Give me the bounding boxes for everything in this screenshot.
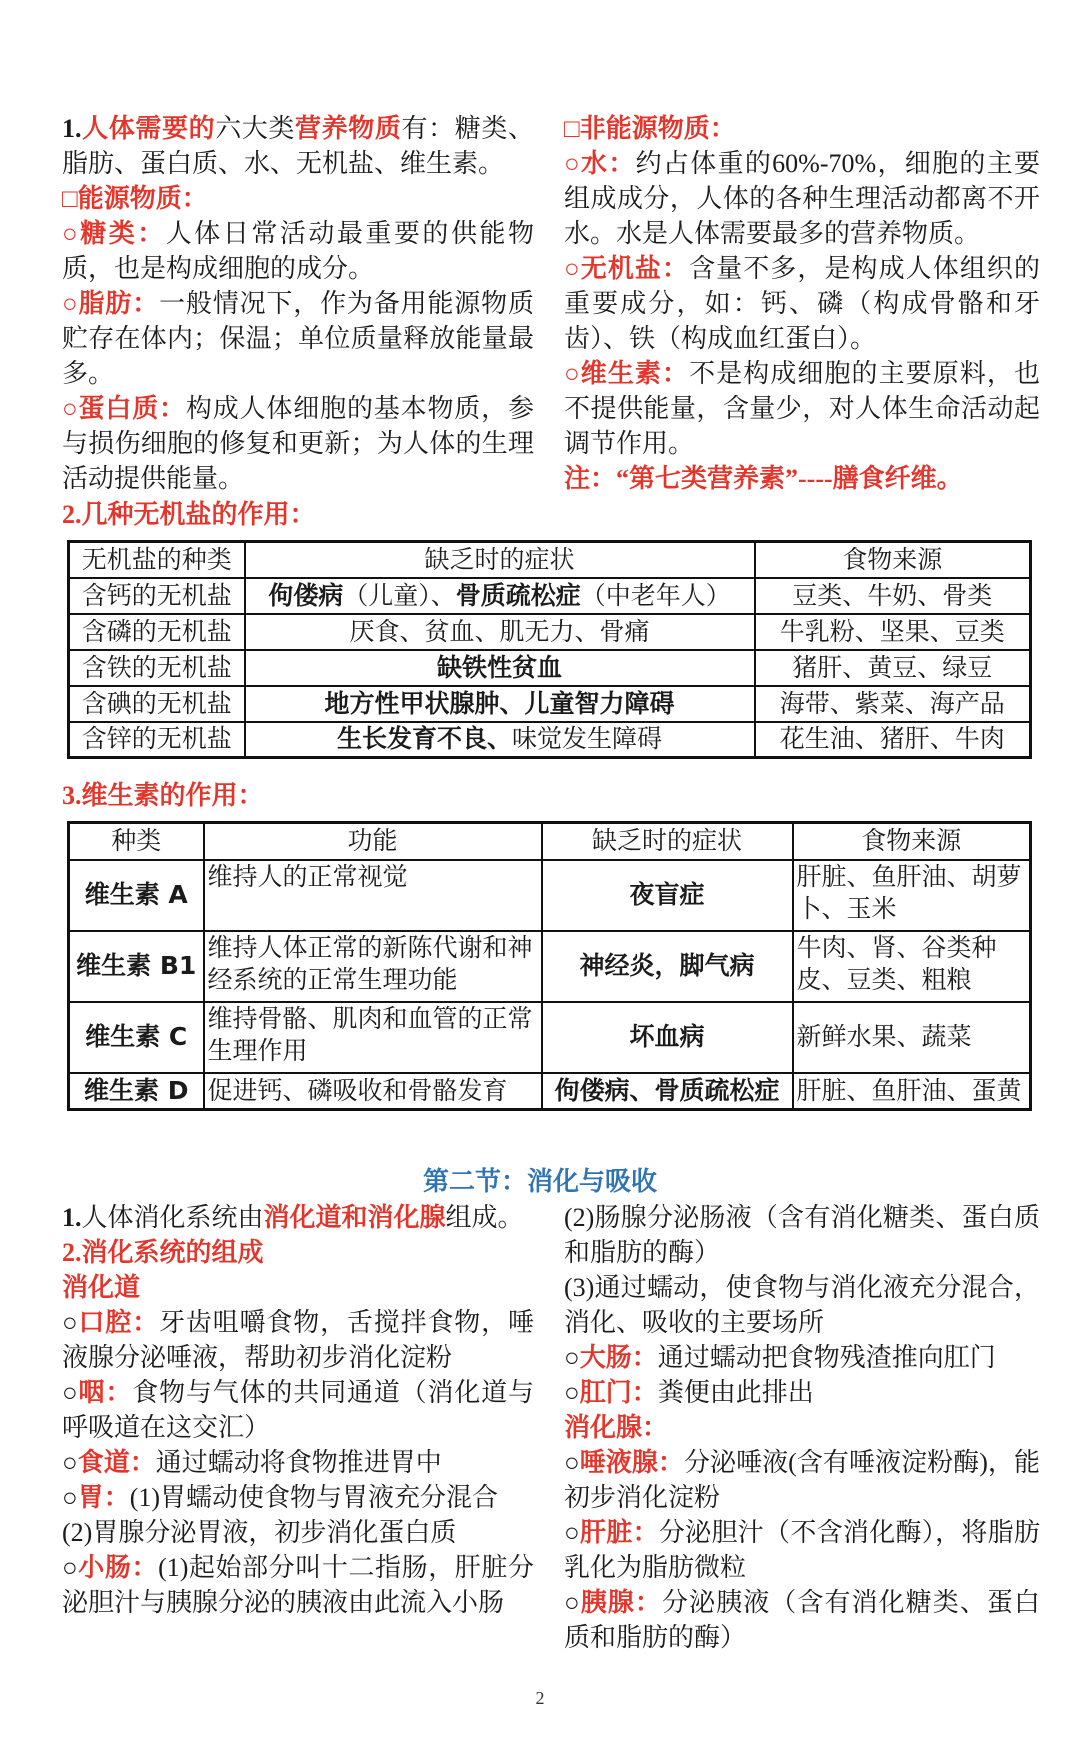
nutrients-left-column	[62, 111, 534, 496]
non-energy-substances-title: □非能源物质：	[564, 114, 736, 143]
column-header: 食物来源	[793, 823, 1031, 860]
mineral-food: 牛乳粉、坚果、豆类	[755, 614, 1031, 650]
organ-item-anus	[564, 1375, 1040, 1410]
organ-label: 食道：	[77, 1448, 156, 1477]
nutrients-intro	[62, 111, 534, 181]
mineral-symptom	[245, 578, 755, 614]
gland-text: 分泌唾液(含有唾液淀粉酶)，能初步消化淀粉	[564, 1448, 1040, 1512]
energy-substances-title: □能源物质：	[62, 184, 208, 213]
nutrient-item-protein	[62, 391, 534, 496]
nutrient-text: 一般情况下，作为备用能源物质贮存在体内；保温；单位质量释放能量最多。	[62, 289, 534, 388]
organ-label: 胃：	[77, 1483, 130, 1512]
mineral-symptom	[245, 722, 755, 758]
nutrient-label: ○无机盐：	[564, 254, 690, 283]
nutrient-text: 构成人体细胞的基本物质，参与损伤细胞的修复和更新；为人体的生理活动提供能量。	[62, 394, 534, 493]
nutrient-text: 不是构成细胞的主要原料，也不提供能量，含量少，对人体生命活动起调节作用。	[564, 359, 1040, 458]
organ-item-esophagus	[62, 1445, 534, 1480]
organ-text: 通过蠕动将食物推进胃中	[155, 1448, 442, 1477]
vitamin-food: 肝脏、鱼肝油、胡萝卜、玉米	[793, 860, 1031, 931]
organ-item-mouth	[62, 1305, 534, 1375]
vitamin-name: 维生素 B1	[69, 931, 204, 1002]
table-header-row	[69, 542, 1031, 578]
intro-highlight-nutrients: 营养物质	[295, 114, 402, 143]
table-row	[69, 578, 1031, 614]
circle-bullet-icon: ○	[564, 1343, 580, 1372]
dietary-fiber-note: 注：“第七类营养素”----膳食纤维。	[564, 464, 963, 493]
intro-number: 1.	[62, 1203, 82, 1232]
table-row	[69, 686, 1031, 722]
mineral-symptom	[245, 686, 755, 722]
circle-bullet-icon: ○	[62, 1378, 79, 1407]
vitamin-symptom: 神经炎，脚气病	[542, 931, 793, 1002]
gland-text: 分泌胆汁（不含消化酶），将脂肪乳化为脂肪微粒	[564, 1518, 1040, 1582]
minerals-table	[67, 540, 1032, 759]
table-row	[69, 931, 1031, 1002]
vitamin-food: 新鲜水果、蔬菜	[793, 1002, 1031, 1073]
column-header: 缺乏时的症状	[245, 542, 755, 578]
small-intestine-point-2: (2)肠腺分泌肠液（含有消化糖类、蛋白质和脂肪的酶）	[564, 1203, 1040, 1267]
nutrient-label: ○糖类：	[62, 219, 166, 248]
table-row	[69, 860, 1031, 931]
circle-bullet-icon: ○	[62, 1308, 79, 1337]
organ-label: 大肠：	[579, 1343, 658, 1372]
mineral-name: 含磷的无机盐	[69, 614, 245, 650]
vitamins-heading: 3.维生素的作用：	[62, 781, 264, 810]
vitamin-symptom: 佝偻病、骨质疏松症	[542, 1073, 793, 1110]
nutrients-right-column	[564, 111, 1040, 496]
table-header-row	[69, 823, 1031, 860]
circle-bullet-icon: ○	[62, 1553, 79, 1582]
gland-item-pancreas	[564, 1585, 1040, 1655]
circle-bullet-icon: ○	[62, 1483, 78, 1512]
nutrient-item-fat	[62, 286, 534, 391]
digestion-right-column	[564, 1200, 1040, 1655]
page-number: 2	[535, 1688, 545, 1708]
vitamin-symptom: 夜盲症	[542, 860, 793, 931]
mineral-food: 海带、紫菜、海产品	[755, 686, 1031, 722]
intro-highlight-human: 人体需要的	[81, 114, 216, 143]
digestive-tract-title: 消化道	[62, 1273, 141, 1302]
organ-label: 小肠：	[78, 1553, 159, 1582]
intro-text: 人体消化系统由	[81, 1203, 264, 1232]
symptom-segment: 骨质疏松症	[455, 580, 581, 610]
organ-item-large-intestine	[564, 1340, 1040, 1375]
small-intestine-point-3: (3)通过蠕动，使食物与消化液充分混合，消化、吸收的主要场所	[564, 1273, 1040, 1337]
circle-bullet-icon: ○	[564, 1448, 580, 1477]
composition-heading: 2.消化系统的组成	[62, 1238, 264, 1267]
vitamin-food: 牛肉、肾、谷类种皮、豆类、粗粮	[793, 931, 1031, 1002]
table-row	[69, 722, 1031, 758]
nutrient-label: ○脂肪：	[62, 289, 160, 318]
nutrient-item-water	[564, 146, 1040, 251]
organ-item-small-intestine	[62, 1550, 534, 1620]
organ-label: 肛门：	[579, 1378, 658, 1407]
symptom-segment: 地方性甲状腺肿、儿童智力障碍	[324, 688, 675, 718]
nutrient-text: 含量不多，是构成人体组织的重要成分，如：钙、磷（构成骨骼和牙齿）、铁（构成血红蛋白）。	[564, 254, 1040, 353]
nutrient-item-vitamins	[564, 356, 1040, 461]
symptom-segment: 味觉发生障碍	[512, 724, 663, 754]
nutrient-item-minerals	[564, 251, 1040, 356]
organ-text: 通过蠕动把食物残渣推向肛门	[657, 1343, 996, 1372]
circle-bullet-icon: ○	[62, 1448, 78, 1477]
gland-label: 胰腺：	[580, 1588, 663, 1617]
nutrient-item-sugar	[62, 216, 534, 286]
digestion-intro	[62, 1200, 534, 1235]
nutrient-text: 人体日常活动最重要的供能物质，也是构成细胞的成分。	[62, 219, 534, 283]
vitamin-function: 维持骨骼、肌肉和血管的正常生理作用	[204, 1002, 542, 1073]
organ-text: (1)胃蠕动使食物与胃液充分混合	[129, 1483, 499, 1512]
symptom-segment: 佝偻病	[268, 580, 344, 610]
intro-text-end: 组成。	[445, 1203, 524, 1232]
nutrient-label: ○维生素：	[564, 359, 690, 388]
stomach-point-2: (2)胃腺分泌胃液，初步消化蛋白质	[62, 1518, 457, 1547]
vitamin-symptom: 坏血病	[542, 1002, 793, 1073]
organ-text: 牙齿咀嚼食物，舌搅拌食物，唾液腺分泌唾液，帮助初步消化淀粉	[62, 1308, 534, 1372]
intro-text-six-kinds: 六大类	[215, 114, 296, 143]
vitamin-function: 维持人的正常视觉	[204, 860, 542, 931]
column-header: 功能	[204, 823, 542, 860]
gland-item-liver	[564, 1515, 1040, 1585]
column-header: 缺乏时的症状	[542, 823, 793, 860]
gland-text: 分泌胰液（含有消化糖类、蛋白质和脂肪的酶）	[564, 1588, 1040, 1652]
column-header: 无机盐的种类	[69, 542, 245, 578]
column-header: 食物来源	[755, 542, 1031, 578]
symptom-segment: 生长发育不良、	[336, 724, 512, 754]
gland-label: 肝脏：	[580, 1518, 659, 1547]
section-title: 第二节：消化与吸收	[422, 1167, 657, 1196]
vitamins-table	[67, 821, 1032, 1111]
vitamin-name: 维生素 A	[69, 860, 204, 931]
nutrient-label: ○蛋白质：	[62, 394, 186, 423]
vitamin-name: 维生素 C	[69, 1002, 204, 1073]
symptom-segment: （儿童）、	[343, 580, 456, 610]
mineral-name: 含钙的无机盐	[69, 578, 245, 614]
mineral-food: 花生油、猪肝、牛肉	[755, 722, 1031, 758]
column-header: 种类	[69, 823, 204, 860]
table-row	[69, 614, 1031, 650]
digestion-left-column	[62, 1200, 534, 1620]
digestive-glands-title: 消化腺：	[564, 1413, 669, 1442]
vitamin-function: 促进钙、磷吸收和骨骼发育	[204, 1073, 542, 1110]
symptom-segment: （中老年人）	[580, 580, 731, 610]
organ-item-stomach	[62, 1480, 534, 1515]
intro-number: 1.	[62, 114, 82, 143]
vitamin-function: 维持人体正常的新陈代谢和神经系统的正常生理功能	[204, 931, 542, 1002]
vitamin-food: 肝脏、鱼肝油、蛋黄	[793, 1073, 1031, 1110]
organ-text: 粪便由此排出	[657, 1378, 814, 1407]
intro-highlight: 消化道和消化腺	[263, 1203, 446, 1232]
circle-bullet-icon: ○	[564, 1588, 581, 1617]
table-row	[69, 650, 1031, 686]
mineral-food: 豆类、牛奶、骨类	[755, 578, 1031, 614]
mineral-food: 猪肝、黄豆、绿豆	[755, 650, 1031, 686]
gland-item-salivary	[564, 1445, 1040, 1515]
organ-label: 咽：	[78, 1378, 133, 1407]
mineral-name: 含铁的无机盐	[69, 650, 245, 686]
minerals-heading: 2.几种无机盐的作用：	[62, 500, 316, 529]
mineral-name: 含锌的无机盐	[69, 722, 245, 758]
nutrient-text: 约占体重的60%-70%，细胞的主要组成成分，人体的各种生理活动都离不开水。水是人体需要最多的营养物质。	[564, 149, 1040, 248]
mineral-symptom	[245, 614, 755, 650]
mineral-symptom	[245, 650, 755, 686]
intro-text-list: 有：糖类、脂肪、蛋白质、水、无机盐、维生素。	[62, 114, 534, 178]
gland-label: 唾液腺：	[579, 1448, 684, 1477]
vitamin-name: 维生素 D	[69, 1073, 204, 1110]
organ-text: (1)起始部分叫十二指肠，肝脏分泌胆汁与胰腺分泌的胰液由此流入小肠	[62, 1553, 534, 1617]
symptom-segment: 厌食、贫血、肌无力、骨痛	[349, 616, 650, 646]
table-row	[69, 1002, 1031, 1073]
circle-bullet-icon: ○	[564, 1518, 580, 1547]
nutrient-label: ○水：	[564, 149, 636, 178]
circle-bullet-icon: ○	[564, 1378, 580, 1407]
organ-text: 食物与气体的共同通道（消化道与呼吸道在这交汇）	[62, 1378, 534, 1442]
organ-item-pharynx	[62, 1375, 534, 1445]
table-row	[69, 1073, 1031, 1110]
organ-label: 口腔：	[78, 1308, 160, 1337]
symptom-segment: 缺铁性贫血	[436, 652, 562, 682]
mineral-name: 含碘的无机盐	[69, 686, 245, 722]
